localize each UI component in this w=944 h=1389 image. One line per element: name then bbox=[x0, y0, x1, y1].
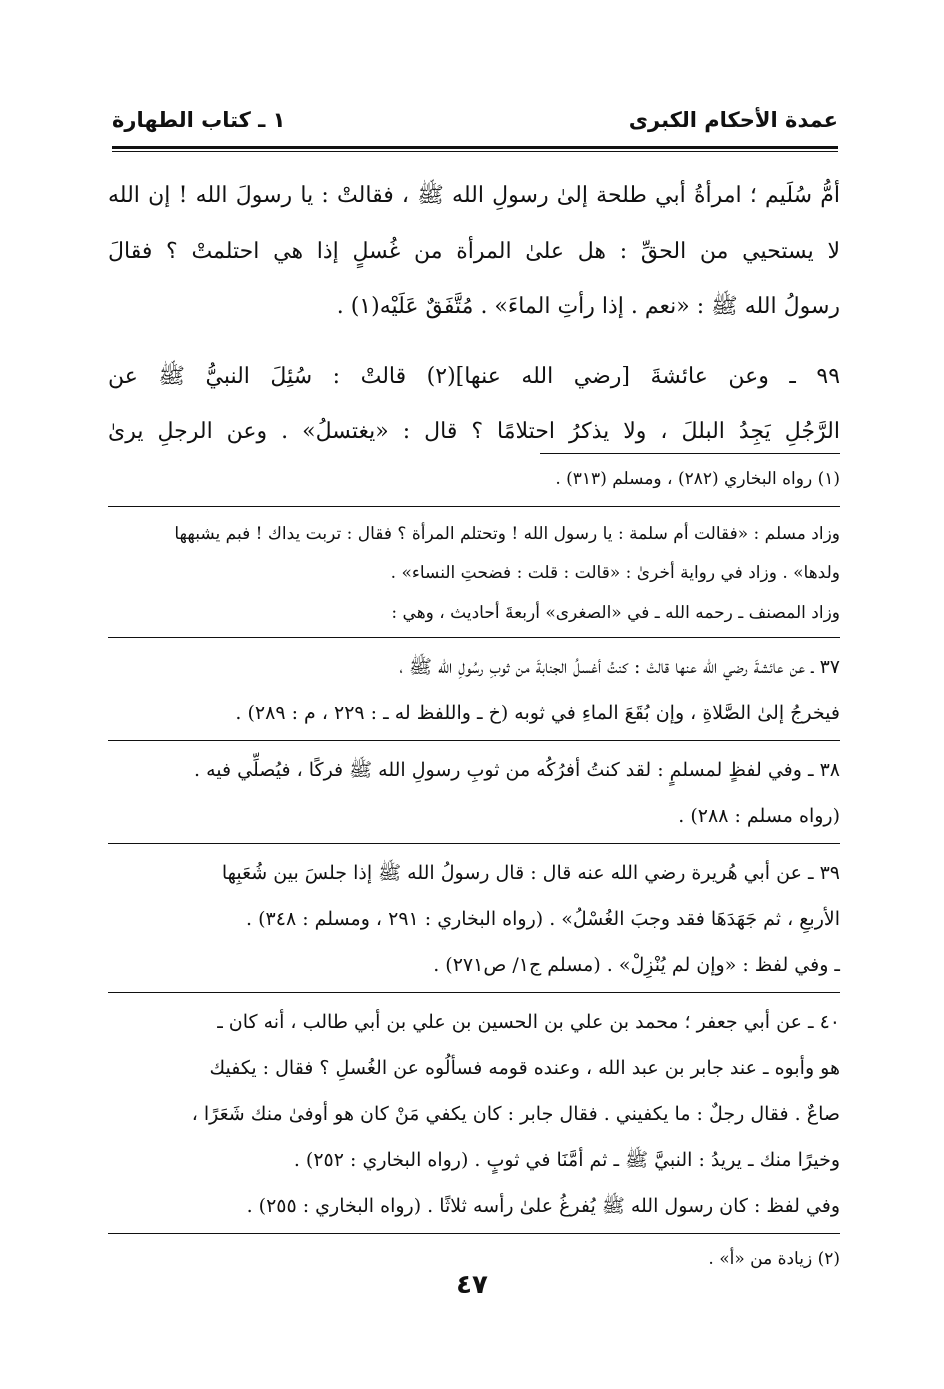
hadith-37-line: ٣٧ ـ عن عائشةَ رضي الله عنها قالتْ : كنتُ أغسلُ الجنابةَ من ثوبِ رسُولِ الله ﷺ ، bbox=[399, 656, 840, 678]
hadith-40-line: وخيرًا منك ـ يريدُ : النبيَّ ﷺ ـ ثم أمَّنَا في ثوبٍ . (رواه البخاري : ٢٥٢) . bbox=[293, 1149, 840, 1171]
text-line: لا يستحيي من الحقِّ : هل علىٰ المرأة من غُسلٍ إذا هي احتلمتْ ؟ فقالَ bbox=[108, 238, 840, 264]
hadith-38-line: (رواه مسلم : ٢٨٨) . bbox=[678, 805, 840, 827]
footnote-2: (٢) زيادة من «أ» . bbox=[708, 1249, 840, 1269]
hadith-99-line: ٩٩ ـ وعن عائشةَ [رضي الله عنها](٢) قالتْ : سُئِلَ النبيُّ ﷺ عن bbox=[108, 363, 841, 389]
hadith-40-line: هو وأبوه ـ عند جابر بن عبد الله ، وعنده قومه فسألُوه عن الغُسلِ ؟ فقال : يكفيك bbox=[209, 1057, 840, 1079]
hadith-37-line: فيخرجُ إلىٰ الصَّلاةِ ، وإن بُقَعَ الماءِ في ثوبه (خ ـ واللفظ له ـ : ٢٢٩ ، م : ٢٨٩) . bbox=[235, 702, 840, 724]
footnote-line: ولدها» . وزاد في رواية أخرىٰ : «قالت : قلت : فضحتِ النساء» . bbox=[390, 563, 840, 583]
footnotes bbox=[108, 460, 840, 1280]
hadith-39-line: الأربعِ ، ثم جَهَدَهَا فقد وجبَ الغُسْلُ» . (رواه البخاري : ٢٩١ ، ومسلم : ٣٤٨) . bbox=[246, 908, 840, 930]
footnote-separator bbox=[540, 453, 840, 454]
header-rule-thick bbox=[112, 146, 838, 149]
divider bbox=[108, 506, 840, 507]
chapter-title: ١ ـ كتاب الطهارة bbox=[112, 108, 286, 132]
hadith-38-line: ٣٨ ـ وفي لفظٍ لمسلمٍ : لقد كنتُ أفرُكُه من ثوبِ رسولِ الله ﷺ فركًا ، فيُصلِّي فيه . bbox=[193, 759, 840, 781]
divider bbox=[108, 637, 840, 638]
text-line: الرَّجُلِ يَجِدُ البللَ ، ولا يذكرُ احتلامًا ؟ قال : «يغتسلُ» . وعن الرجلِ يرىٰ bbox=[108, 419, 840, 444]
text-line: رسولُ الله ﷺ : «نعم . إذا رأتِ الماءَ» . مُتَّفَقٌ عَلَيْه(١) . bbox=[336, 294, 840, 319]
hadith-40-line: وفي لفظ : كان رسول الله ﷺ يُفرغُ علىٰ رأسه ثلاثًا . (رواه البخاري : ٢٥٥) . bbox=[246, 1195, 840, 1217]
divider bbox=[108, 992, 840, 993]
hadith-39-line: ٣٩ ـ عن أبي هُريرة رضي الله عنه قال : قال رسولُ الله ﷺ إذا جلسَ بين شُعَبِها bbox=[221, 862, 840, 884]
hadith-40-line: ٤٠ ـ عن أبي جعفر ؛ محمد بن علي بن الحسين بن علي بن أبي طالب ، أنه كان ـ bbox=[217, 1011, 840, 1033]
hadith-40-line: صاعٌ . فقال رجلٌ : ما يكفيني . فقال جابر : كان يكفي مَنْ كان هو أوفىٰ منك شَعَرًا ، bbox=[191, 1103, 840, 1125]
page-number: ٤٧ bbox=[456, 1270, 488, 1300]
divider bbox=[108, 1233, 840, 1234]
text-line: أمُّ سُلَيم ؛ امرأةُ أبي طلحة إلىٰ رسولِ الله ﷺ ، فقالتْ : يا رسولَ الله ! إن الله bbox=[108, 183, 840, 208]
footnote-line: وزاد مسلم : «فقالت أم سلمة : يا رسول الله ! وتحتلم المرأة ؟ فقال : تربت يداك ! فبم يشبهها bbox=[174, 523, 840, 544]
footnote-line: وزاد المصنف ـ رحمه الله ـ في «الصغرى» أربعةَ أحاديث ، وهي : bbox=[391, 602, 840, 623]
header-rule-thin bbox=[112, 151, 838, 152]
footnote-1: (١) رواه البخاري (٢٨٢) ، ومسلم (٣١٣) . bbox=[555, 469, 840, 489]
book-title: عمدة الأحكام الكبرى bbox=[628, 108, 838, 132]
running-header bbox=[112, 100, 838, 140]
hadith-39-line: ـ وفي لفظ : «وإن لم يُنْزِلْ» . (مسلم ج١/ ص٢٧١) . bbox=[433, 954, 840, 976]
divider bbox=[108, 843, 840, 844]
main-text bbox=[108, 168, 840, 460]
divider bbox=[108, 740, 840, 741]
